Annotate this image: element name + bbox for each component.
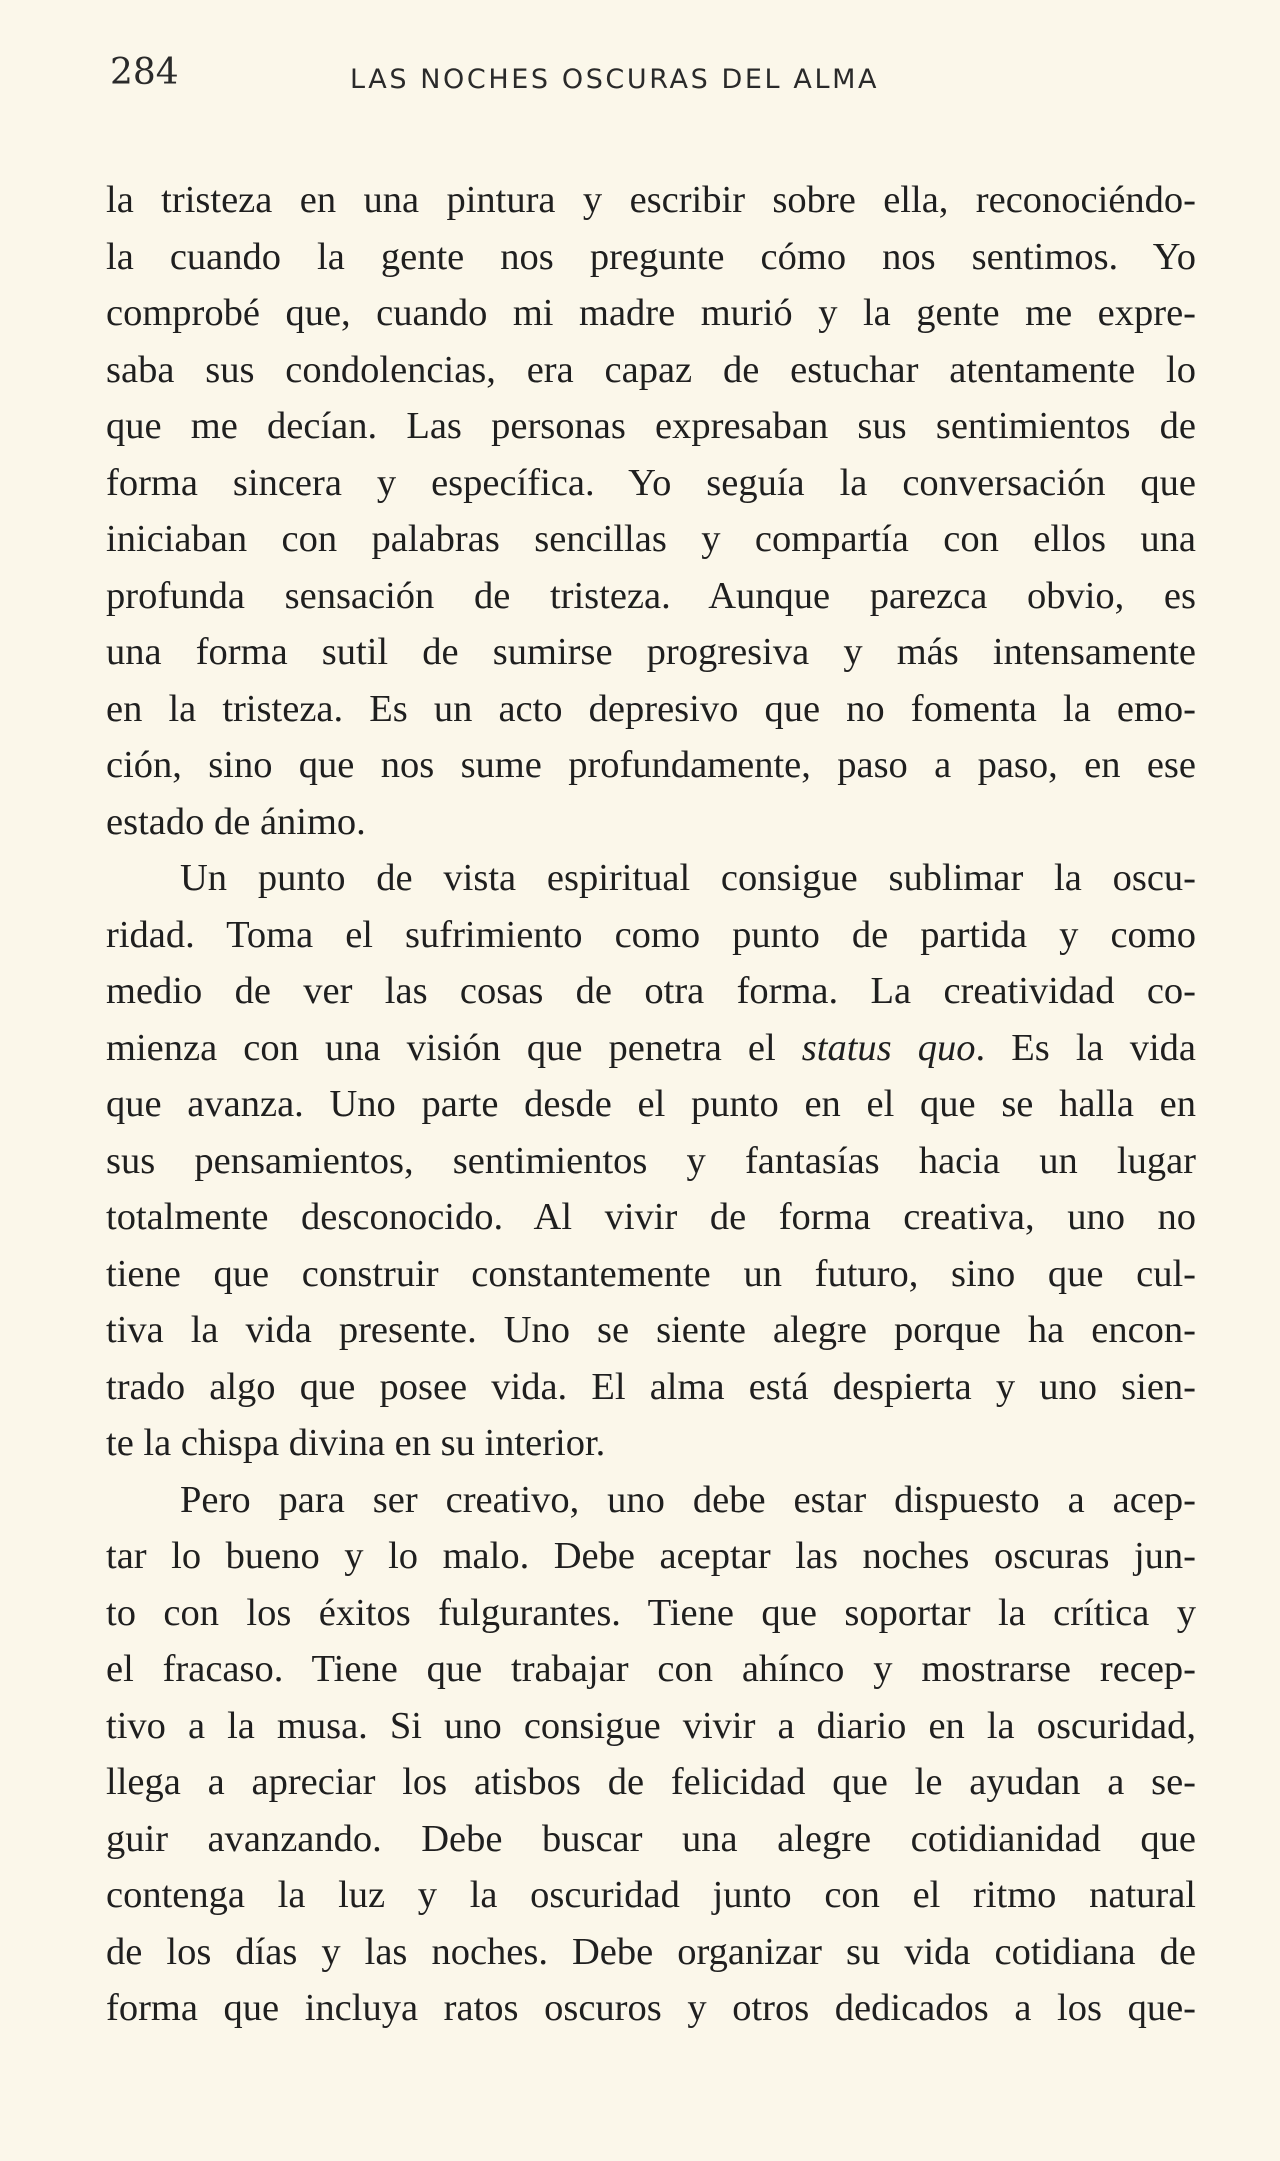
text-line: de los días y las noches. Debe organizar su vida cotidiana de	[106, 1930, 1196, 1973]
text-line: que me decían. Las personas expresaban sus sentimientos de	[106, 405, 1196, 447]
text-line: tivo a la musa. Si uno consigue vivir a diario en la oscuridad,	[106, 1704, 1196, 1747]
text-line: en la tristeza. Es un acto depresivo que no fomenta la emo-	[106, 687, 1196, 730]
text-line: iniciaban con palabras sencillas y compartía con ellos una	[106, 518, 1196, 560]
text-line: contenga la luz y la oscuridad junto con el ritmo natural	[106, 1874, 1196, 1916]
text-line: ción, sino que nos sume profundamente, paso a paso, en ese	[106, 744, 1196, 786]
text-line: ridad. Toma el sufrimiento como punto de partida y como	[106, 913, 1196, 956]
body-text	[106, 172, 1196, 2037]
text-line: la cuando la gente nos pregunte cómo nos sentimos. Yo	[106, 235, 1196, 278]
text-line: to con los éxitos fulgurantes. Tiene que soportar la crítica y	[106, 1591, 1196, 1634]
text-line: Pero para ser creativo, uno debe estar dispuesto a acep-	[180, 1478, 1196, 1521]
text-line: Un punto de vista espiritual consigue sublimar la oscu-	[180, 857, 1196, 899]
text-line: comprobé que, cuando mi madre murió y la gente me expre-	[106, 292, 1196, 334]
paragraph-2	[106, 850, 1196, 1472]
text-line: totalmente desconocido. Al vivir de forma creativa, uno no	[106, 1196, 1196, 1238]
text-line: la tristeza en una pintura y escribir sobre ella, reconociéndo-	[106, 179, 1196, 221]
text-line: tiene que construir constantemente un futuro, sino que cul-	[106, 1252, 1196, 1295]
text-line: saba sus condolencias, era capaz de estuchar atentamente lo	[106, 348, 1196, 391]
text-line: te la chispa divina en su interior.	[106, 1422, 606, 1464]
text-line: tar lo bueno y lo malo. Debe aceptar las noches oscuras jun-	[106, 1535, 1196, 1577]
text-line: guir avanzando. Debe buscar una alegre cotidianidad que	[106, 1817, 1196, 1860]
text-line: sus pensamientos, sentimientos y fantasías hacia un lugar	[106, 1139, 1196, 1182]
running-title: LAS NOCHES OSCURAS DEL ALMA	[350, 64, 880, 95]
page-number: 284	[110, 52, 179, 93]
text-line: que avanza. Uno parte desde el punto en el que se halla en	[106, 1083, 1196, 1125]
text-line: estado de ánimo.	[106, 800, 366, 843]
text-line-with-italic	[106, 1020, 1196, 1077]
text-line: profunda sensación de tristeza. Aunque parezca obvio, es	[106, 574, 1196, 617]
text-line: forma que incluya ratos oscuros y otros dedicados a los que-	[106, 1987, 1196, 2029]
text-line: llega a apreciar los atisbos de felicidad que le ayudan a se-	[106, 1761, 1196, 1803]
paragraph-1	[106, 172, 1196, 850]
paragraph-3	[106, 1472, 1196, 2037]
text-line: tiva la vida presente. Uno se siente alegre porque ha encon-	[106, 1309, 1196, 1351]
text-segment: . Es la vida	[975, 1026, 1196, 1069]
text-segment: mienza con una visión que penetra el	[106, 1026, 802, 1069]
text-line: medio de ver las cosas de otra forma. La creatividad co-	[106, 970, 1196, 1012]
running-head	[110, 52, 1190, 112]
text-line: una forma sutil de sumirse progresiva y más intensamente	[106, 631, 1196, 673]
text-line: forma sincera y específica. Yo seguía la conversación que	[106, 461, 1196, 504]
italic-phrase: status quo	[801, 1026, 976, 1069]
text-line: el fracaso. Tiene que trabajar con ahínco y mostrarse recep-	[106, 1648, 1196, 1690]
text-line: trado algo que posee vida. El alma está despierta y uno sien-	[106, 1365, 1196, 1408]
